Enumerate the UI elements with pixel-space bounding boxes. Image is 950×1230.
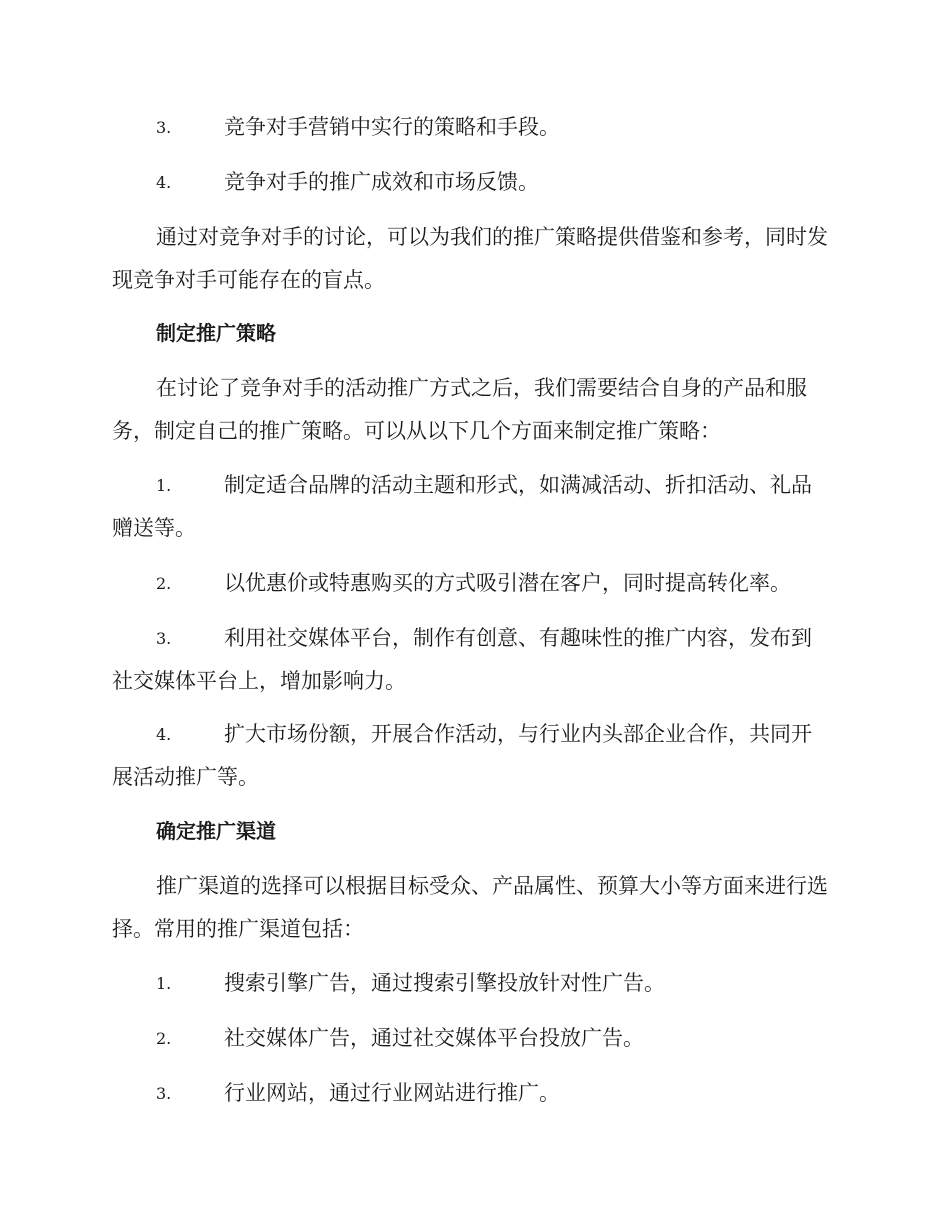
list-item-number: 1. — [156, 476, 172, 495]
list-item-text: 利用社交媒体平台，制作有创意、有趣味性的推广内容，发布到社交媒体平台上，增加影响力。 — [112, 626, 812, 693]
list-item — [112, 464, 832, 550]
list-item-text: 扩大市场份额，开展合作活动，与行业内头部企业合作，共同开展活动推广等。 — [112, 722, 812, 789]
list-item-number: 4. — [156, 725, 172, 744]
list-item-text: 搜索引擎广告，通过搜索引擎投放针对性广告。 — [224, 971, 665, 995]
list-item — [112, 1017, 832, 1060]
list-item — [112, 962, 832, 1005]
list-item-text: 竞争对手的推广成效和市场反馈。 — [224, 170, 539, 194]
list-item-number: 2. — [156, 574, 172, 593]
list-item-text: 以优惠价或特惠购买的方式吸引潜在客户，同时提高转化率。 — [224, 571, 791, 595]
list-item — [112, 106, 832, 149]
paragraph: 在讨论了竞争对手的活动推广方式之后，我们需要结合自身的产品和服务，制定自己的推广策略。可以从以下几个方面来制定推广策略： — [112, 376, 807, 443]
list-item-text: 行业网站，通过行业网站进行推广。 — [224, 1081, 560, 1105]
paragraph: 推广渠道的选择可以根据目标受众、产品属性、预算大小等方面来进行选择。常用的推广渠道包括： — [112, 874, 828, 941]
list-item-number: 4. — [156, 173, 172, 192]
list-item-number: 3. — [156, 629, 172, 648]
list-item — [112, 161, 832, 204]
list-item-number: 2. — [156, 1029, 172, 1048]
paragraph: 通过对竞争对手的讨论，可以为我们的推广策略提供借鉴和参考，同时发现竞争对手可能存在的盲点。 — [112, 225, 828, 292]
list-item-text: 制定适合品牌的活动主题和形式，如满减活动、折扣活动、礼品赠送等。 — [112, 473, 812, 540]
list-item — [112, 713, 832, 799]
list-item-number: 3. — [156, 1084, 172, 1103]
list-item-number: 1. — [156, 974, 172, 993]
list-item — [112, 1072, 832, 1115]
list-item-number: 3. — [156, 118, 172, 137]
list-item-text: 社交媒体广告，通过社交媒体平台投放广告。 — [224, 1026, 644, 1050]
list-item — [112, 562, 832, 605]
section-heading: 制定推广策略 — [156, 321, 276, 345]
list-item-text: 竞争对手营销中实行的策略和手段。 — [224, 115, 560, 139]
list-item — [112, 617, 832, 703]
section-heading: 确定推广渠道 — [156, 819, 276, 843]
